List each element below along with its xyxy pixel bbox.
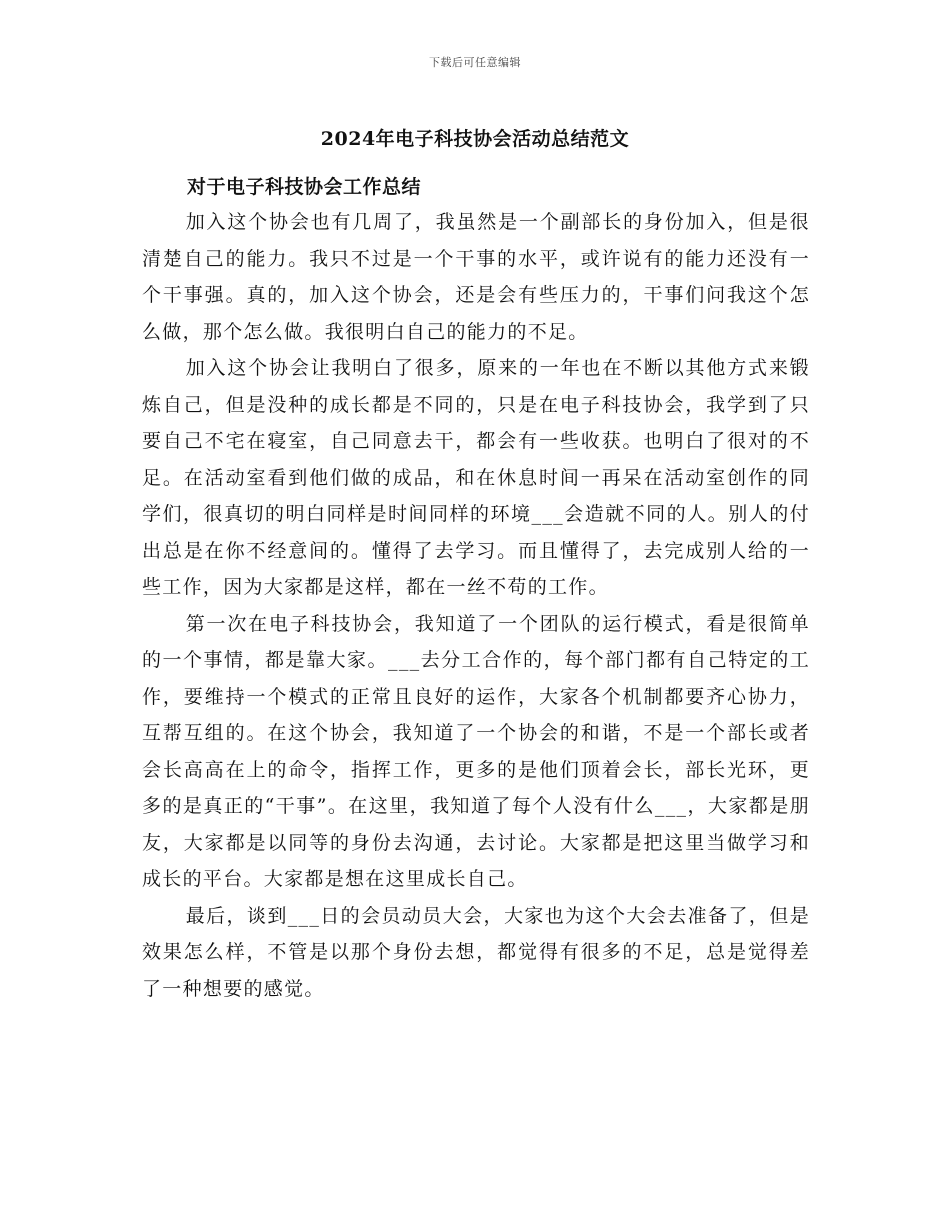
- paragraph: 第一次在电子科技协会，我知道了一个团队的运行模式，看是很简单的一个事情，都是靠大家。___去分工合作的，每个部门都有自己特定的工作，要维持一个模式的正常且良好的运作，大家各个机制都要齐心协力，互帮互组的。在这个协会，我知道了一个协会的和谐，不是一个部长或者会长高高在上的命令，指挥工作，更多的是他们顶着会长，部长光环，更多的是真正的“干事”。在这里，我知道了每个人没有什么___，大家都是朋友，大家都是以同等的身份去沟通，去讨论。大家都是把这里当做学习和成长的平台。大家都是想在这里成长自己。: [142, 612, 810, 890]
- document-body: [142, 204, 810, 1007]
- document-title: 2024年电子科技协会活动总结范文: [320, 128, 630, 150]
- paragraph: 加入这个协会也有几周了，我虽然是一个副部长的身份加入，但是很清楚自己的能力。我只不过是一个干事的水平，或许说有的能力还没有一个干事强。真的，加入这个协会，还是会有些压力的，干事们问我这个怎么做，那个怎么做。我很明白自己的能力的不足。: [142, 211, 810, 343]
- header-note: 下载后可任意编辑: [429, 56, 521, 69]
- paragraph: 最后，谈到___日的会员动员大会，大家也为这个大会去准备了，但是效果怎么样，不管是以那个身份去想，都觉得有很多的不足，总是觉得差了一种想要的感觉。: [142, 904, 810, 1000]
- section-heading: 对于电子科技协会工作总结: [187, 176, 422, 198]
- paragraph: 加入这个协会让我明白了很多，原来的一年也在不断以其他方式来锻炼自己，但是没种的成长都是不同的，只是在电子科技协会，我学到了只要自己不宅在寝室，自己同意去干，都会有一些收获。也明白了很对的不足。在活动室看到他们做的成品，和在休息时间一再呆在活动室创作的同学们，很真切的明白同样是时间同样的环境___会造就不同的人。别人的付出总是在你不经意间的。懂得了去学习。而且懂得了，去完成别人给的一些工作，因为大家都是这样，都在一丝不苟的工作。: [142, 357, 810, 598]
